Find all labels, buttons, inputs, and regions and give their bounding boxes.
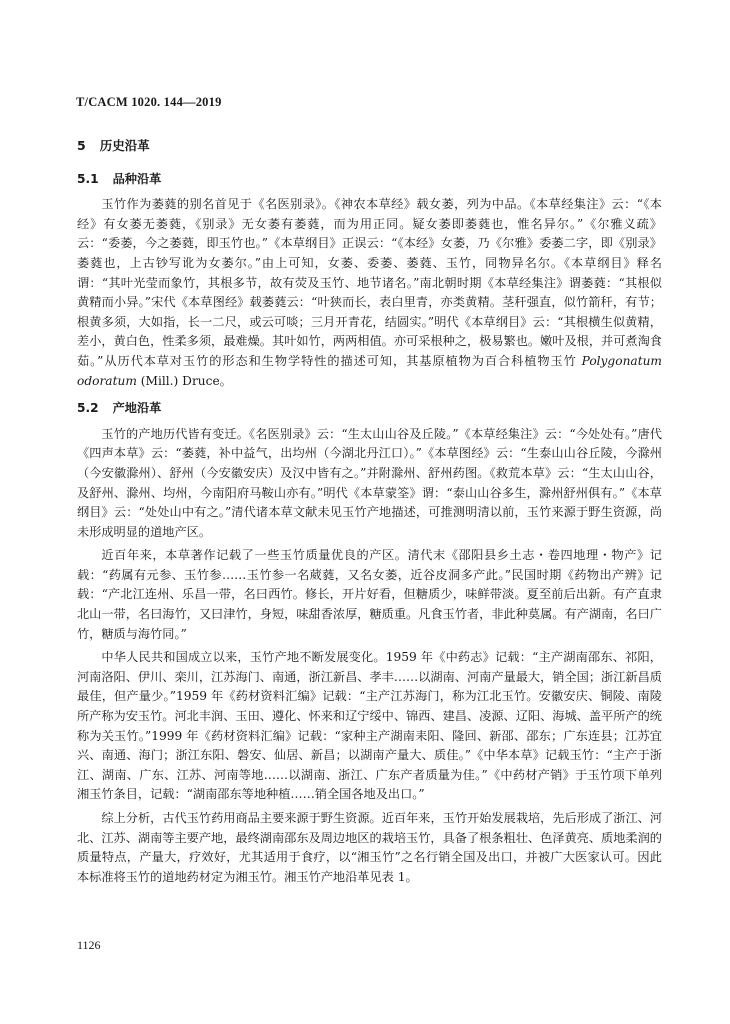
paragraph bbox=[77, 195, 662, 391]
latin-name: Polygonatum odoratum bbox=[77, 353, 662, 388]
paragraph: 综上分析，古代玉竹药用商品主要来源于野生资源。近百年来，玉竹开始发展栽培，先后形成了浙江、河北、江苏、湖南等主要产地，最终湖南邵东及周边地区的栽培玉竹，具备了根条粗壮、色泽黄亮、质地柔润的质量特点，产量大，疗效好，尤其适用于食疗，以“湘玉竹”之名行销全国及出口，并被广大医家认可。因此本标准将玉竹的道地药材定为湘玉竹。湘玉竹产地沿革见表 1。 bbox=[77, 811, 663, 884]
section-heading bbox=[77, 136, 662, 156]
subsection-number: 5.1 bbox=[77, 171, 99, 186]
section-title: 历史沿革 bbox=[99, 138, 150, 153]
subsection-heading-2 bbox=[77, 399, 662, 419]
paragraph: 玉竹的产地历代皆有变迁。《名医别录》云：“生太山山谷及丘陵。”《本草经集注》云：“今处处有。”唐代《四声本草》云：“萎蕤，补中益气，出均州（今湖北丹江口）。”《本草图经》云：“生泰山山谷丘陵，今滁州（今安徽滁州）、舒州（今安徽安庆）及汉中皆有之。”并附滁州、舒州药图。《救荒本草》云：“生太山山谷，及舒州、滁州、均州，今南阳府马鞍山亦有。”明代《本草蒙筌》谓：“泰山山谷多生，滁州舒州俱有。”《本草纲目》云：“处处山中有之。”清代诸本草文献未见玉竹产地描述，可推测明清以前，玉竹来源于野生资源，尚未形成明显的道地产区。 bbox=[77, 426, 662, 539]
document-body bbox=[77, 136, 662, 891]
page-number: 1126 bbox=[77, 938, 101, 952]
subsection-title: 品种沿革 bbox=[112, 171, 162, 186]
subsection-title: 产地沿革 bbox=[112, 401, 162, 416]
subsection-number: 5.2 bbox=[77, 401, 99, 416]
subsection-heading-1 bbox=[77, 170, 662, 190]
section-number: 5 bbox=[77, 138, 86, 153]
paragraph: 近百年来，本草著作记载了一些玉竹质量优良的产区。清代末《邵阳县乡土志・卷四地理・物产》记载：“药属有元参、玉竹参……玉竹参一名葳蕤，又名女萎，近谷皮洞多产此。”民国时期《药物出产辨》记载：“产北江连州、乐昌一带，名曰西竹。修长，开片好看，但糖质少，味鲜带淡。夏至前后出新。有产直隶北山一带，名曰海竹，又曰津竹，身短，味甜香浓厚，糖质重。凡食玉竹者，非此种莫属。有产湖南，名曰广竹，糖质与海竹同。” bbox=[77, 548, 662, 641]
document-code: T/CACM 1020. 144—2019 bbox=[76, 95, 222, 109]
paragraph-text: 玉竹作为萎蕤的别名首见于《名医别录》。《神农本草经》载女萎，列为中品。《本草经集注》云：“《本经》有女萎无萎蕤，《别录》无女萎有萎蕤，而为用正同。疑女萎即萎蕤也，惟名异尔。”《尔雅义疏》云：“委萎，今之萎蕤，即玉竹也。”《本草纲目》正误云：“《本经》女萎，乃《尔雅》委萎二字，即《别录》萎蕤也，上古钞写讹为女萎尔。”由上可知，女萎、委萎、萎蕤、玉竹，同物异名尔。《本草纲目》释名谓：“其叶光莹而象竹，其根多节，故有荧及玉竹、地节诸名。”南北朝时期《本草经集注》谓萎蕤：“其根似黄精而小异。”宋代《本草图经》载萎蕤云：“叶狭而长，表白里青，亦类黄精。茎秆强直，似竹箭秆，有节；根黄多须，大如指，长一二尺，或云可啖；三月开青花，结圆实。”明代《本草纲目》云：“其根横生似黄精，差小，黄白色，性柔多须，最难燥。其叶如竹，两两相值。亦可采根种之，极易繁也。嫩叶及根，并可煮淘食茹。”从历代本草对玉竹的形态和生物学特性的描述可知，其基原植物为百合科植物玉竹 bbox=[77, 197, 662, 368]
authority-text: (Mill.) Druce。 bbox=[140, 373, 232, 388]
paragraph: 中华人民共和国成立以来，玉竹产地不断发展变化。1959 年《中药志》记载：“主产湖南邵东、祁阳，河南洛阳、伊川、栾川，江苏海门、南通，浙江新昌、孝丰……以湖南、河南产量最大，销全国；浙江新昌质最佳，但产量少。”1959 年《药材资料汇编》记载：“主产江苏海门，称为江北玉竹。安徽安庆、铜陵、南陵所产称为安玉竹。河北丰润、玉田、遵化、怀来和辽宁绥中、锦西、建昌、凌源、辽阳、海城、盖平所产的统称为关玉竹。”1999 年《药材资料汇编》记载：“家种主产湖南耒阳、隆回、新邵、邵东；广东连县；江苏宜兴、南通、海门；浙江东阳、磐安、仙居、新昌；以湖南产量大、质佳。”《中华本草》记载玉竹：“主产于浙江、湖南、广东、江苏、河南等地……以湖南、浙江、广东产者质量为佳。”《中药材产销》于玉竹项下单列湘玉竹条目，记载：“湖南邵东等地种植……销全国各地及出口。” bbox=[77, 650, 662, 802]
